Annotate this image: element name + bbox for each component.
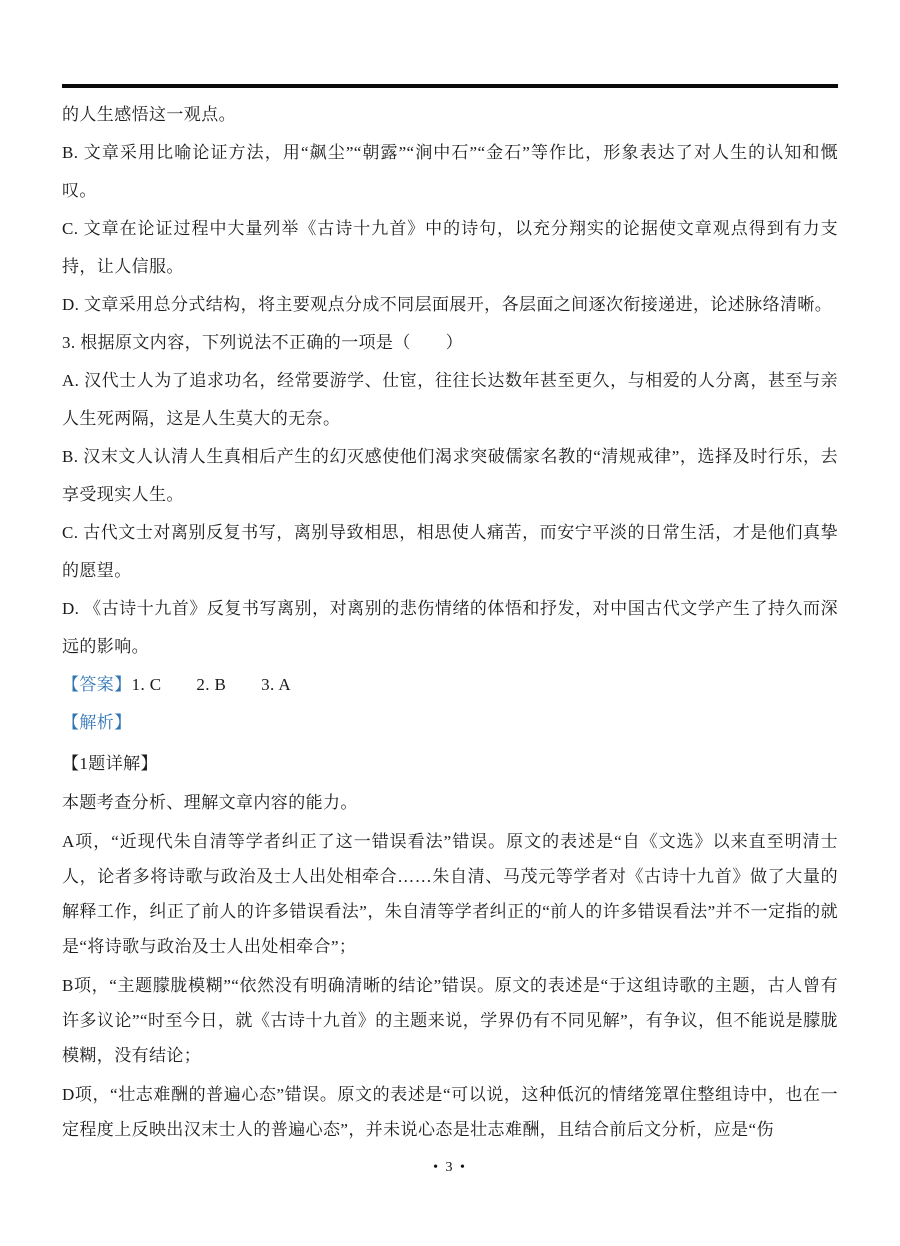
explanation-intro: 本题考查分析、理解文章内容的能力。: [62, 793, 358, 812]
explanation-item-b: B项，“主题朦胧模糊”“依然没有明确清晰的结论”错误。原文的表述是“于这组诗歌的主题，古人曾有许多议论”“时至今日，就《古诗十九首》的主题来说，学界仍有不同见解”，有争议，但不能说是朦胧模糊，没有结论；: [62, 976, 838, 1065]
question3-stem: 3. 根据原文内容，下列说法不正确的一项是（ ）: [62, 333, 463, 352]
document-content: [62, 96, 838, 1147]
answer-label: 【答案】: [62, 675, 132, 694]
question3-option-d: D. 《古诗十九首》反复书写离别，对离别的悲伤情绪的体悟和抒发，对中国古代文学产生了持久而深远的影响。: [62, 599, 838, 656]
question2-option-b: B. 文章采用比喻论证方法，用“飙尘”“朝露”“涧中石”“金石”等作比，形象表达了对人生的认知和慨叹。: [62, 143, 838, 200]
question3-option-c: C. 古代文士对离别反复书写，离别导致相思，相思使人痛苦，而安宁平淡的日常生活，才是他们真挚的愿望。: [62, 523, 838, 580]
question2-option-d: D. 文章采用总分式结构，将主要观点分成不同层面展开，各层面之间逐次衔接递进，论述脉络清晰。: [62, 295, 833, 314]
explanation-item-a: A项，“近现代朱自清等学者纠正了这一错误看法”错误。原文的表述是“自《文选》以来直至明清士人，论者多将诗歌与政治及士人出处相牵合……朱自清、马茂元等学者对《古诗十九首》做了大量的解释工作，纠正了前人的许多错误看法”，朱自清等学者纠正的“前人的许多错误看法”并不一定指的就是“将诗歌与政治及士人出处相牵合”；: [62, 832, 838, 956]
continuation-line: 的人生感悟这一观点。: [62, 105, 236, 124]
page-number: • 3 •: [433, 1160, 467, 1175]
detail-heading: 【1题详解】: [62, 754, 158, 773]
question3-option-b: B. 汉末文人认清人生真相后产生的幻灭感使他们渴求突破儒家名教的“清规戒律”，选择及时行乐，去享受现实人生。: [62, 447, 838, 504]
question3-option-a: A. 汉代士人为了追求功名，经常要游学、仕宦，往往长达数年甚至更久，与相爱的人分离，甚至与亲人生死两隔，这是人生莫大的无奈。: [62, 371, 838, 428]
explanation-item-d: D项，“壮志难酬的普遍心态”错误。原文的表述是“可以说，这种低沉的情绪笼罩住整组诗中，也在一定程度上反映出汉末士人的普遍心态”，并未说心态是壮志难酬，且结合前后文分析，应是“伤: [62, 1085, 838, 1139]
explanation-section: [62, 746, 838, 1147]
answer-line: [62, 666, 838, 704]
question2-option-c: C. 文章在论证过程中大量列举《古诗十九首》中的诗句，以充分翔实的论据使文章观点得到有力支持，让人信服。: [62, 219, 838, 276]
analysis-label: 【解析】: [62, 713, 132, 732]
header-rule: [62, 84, 838, 88]
answer-values: 1. C 2. B 3. A: [131, 675, 292, 694]
analysis-line: [62, 704, 838, 742]
